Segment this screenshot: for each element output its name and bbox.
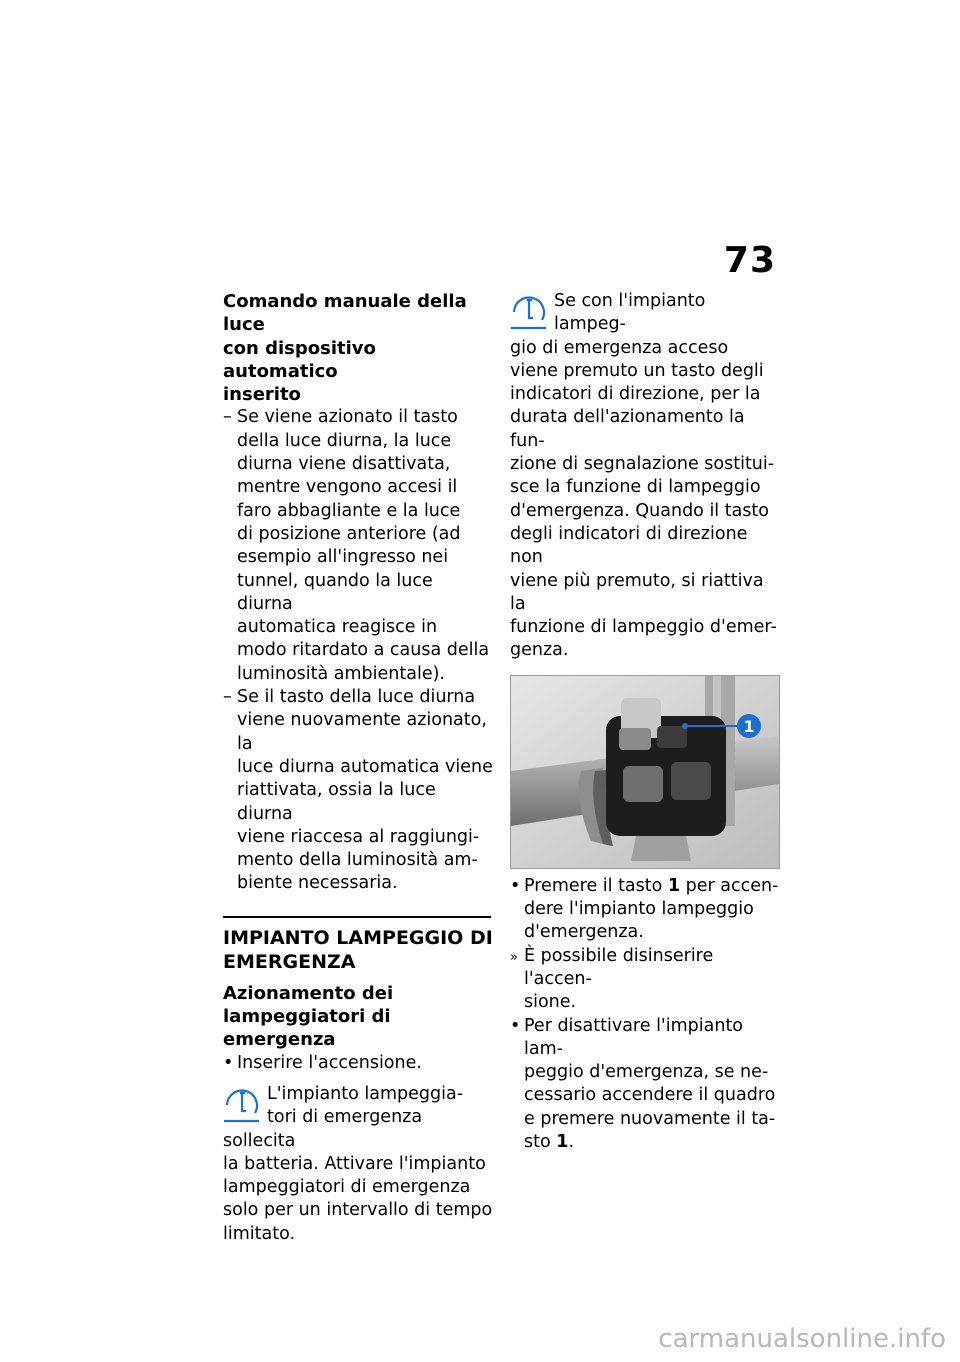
bullet-item xyxy=(223,1052,493,1075)
text-line: riattivata, ossia la luce diurna xyxy=(237,780,436,824)
text-line: luminosità ambientale). xyxy=(237,663,445,684)
heading-line: IMPIANTO LAMPEGGIO DI xyxy=(223,926,493,949)
text-line: Se viene azionato il tasto xyxy=(237,407,458,428)
text-line: tori di emergenza sollecita xyxy=(223,1107,423,1151)
heading-line: con dispositivo automatico xyxy=(223,337,376,382)
key-ref: 1 xyxy=(556,1132,569,1153)
bullet-item xyxy=(510,1015,782,1155)
text-line: la batteria. Attivare l'impianto xyxy=(223,1153,486,1174)
heading-hazard-operation xyxy=(223,982,493,1052)
text-line: gio di emergenza acceso xyxy=(510,337,729,358)
text-line: cessario accendere il quadro xyxy=(524,1085,776,1106)
text-line: faro abbagliante e la luce xyxy=(237,500,461,521)
info-icon xyxy=(510,292,548,332)
text-line: di posizione anteriore (ad xyxy=(237,523,461,544)
text-line: Se il tasto della luce diurna xyxy=(237,687,476,708)
text-line: zione di segnalazione sostitui- xyxy=(510,454,775,475)
page-number: 73 xyxy=(723,240,776,281)
info-note xyxy=(510,290,782,663)
text-line: viene più premuto, si riattiva la xyxy=(510,570,764,614)
text-line: automatica reagisce in xyxy=(237,617,438,638)
handlebar-switch-illustration xyxy=(511,676,779,868)
bullet-item xyxy=(510,875,782,945)
text-span: per accen- xyxy=(680,875,779,896)
text-line: e premere nuovamente il ta- xyxy=(524,1108,776,1129)
heading-line: Comando manuale della luce xyxy=(223,291,467,336)
callout-label: 1 xyxy=(743,716,755,736)
text-span: sto xyxy=(524,1132,557,1153)
text-line: funzione di lampeggio d'emer- xyxy=(510,617,777,638)
text-line: L'impianto lampeggia- xyxy=(267,1083,464,1104)
text-line: viene premuto un tasto degli xyxy=(510,360,764,381)
text-line: sce la funzione di lampeggio xyxy=(510,477,761,498)
key-ref: 1 xyxy=(667,875,681,896)
watermark: carmanualsonline.info xyxy=(658,1324,946,1354)
text-line: d'emergenza. Quando il tasto xyxy=(510,500,770,521)
text-line: diurna viene disattivata, xyxy=(237,454,451,475)
section-rule xyxy=(223,916,491,918)
heading-line: EMERGENZA xyxy=(223,950,356,973)
text-span: Premere il tasto xyxy=(524,875,668,896)
text-line: genza. xyxy=(510,640,569,661)
text-span: . xyxy=(568,1132,575,1153)
bullet-marker: • xyxy=(510,1015,521,1036)
left-column xyxy=(223,290,493,1246)
text-line: viene riaccesa al raggiungi- xyxy=(237,826,480,847)
dash-marker: – xyxy=(223,407,232,428)
heading-line: inserito xyxy=(223,384,301,406)
text-line: d'emergenza. xyxy=(524,922,644,943)
dash-item xyxy=(223,686,493,896)
dash-item xyxy=(223,406,493,686)
info-icon xyxy=(223,1085,261,1125)
text-line: luce diurna automatica viene xyxy=(237,756,493,777)
text-line: biente necessaria. xyxy=(237,873,398,894)
result-item xyxy=(510,945,782,1015)
text-line: lampeggiatori di emergenza xyxy=(223,1177,471,1198)
text-line: Inserire l'accensione. xyxy=(237,1052,422,1073)
text-line: Se con l'impianto lampeg- xyxy=(554,291,706,335)
text-line xyxy=(524,1131,782,1154)
right-column xyxy=(510,290,782,1154)
text-line: mento della luminosità am- xyxy=(237,850,478,871)
text-line: dere l'impianto lampeggio xyxy=(524,899,754,920)
text-line: viene nuovamente azionato, la xyxy=(237,710,487,754)
handlebar-switch-photo xyxy=(510,675,780,869)
text-line: modo ritardato a causa della xyxy=(237,640,490,661)
info-note xyxy=(223,1083,493,1246)
heading-line: lampeggiatori di emergenza xyxy=(223,1006,391,1051)
text-line: Per disattivare l'impianto lam- xyxy=(524,1015,744,1059)
text-line: esempio all'ingresso nei xyxy=(237,547,449,568)
text-line: mentre vengono accesi il xyxy=(237,477,458,498)
text-line: indicatori di direzione, per la xyxy=(510,384,761,405)
text-line: sione. xyxy=(524,992,577,1013)
text-line: tunnel, quando la luce diurna xyxy=(237,570,433,614)
dash-marker: – xyxy=(223,687,232,708)
bullet-marker: • xyxy=(223,1052,234,1073)
text-line: della luce diurna, la luce xyxy=(237,430,452,451)
section-title xyxy=(223,926,493,974)
text-line: limitato. xyxy=(223,1223,296,1244)
text-line xyxy=(524,875,782,898)
heading-manual-control xyxy=(223,290,493,406)
result-marker: » xyxy=(510,949,518,965)
heading-line: Azionamento dei xyxy=(223,982,394,1004)
bullet-marker: • xyxy=(510,875,521,896)
text-line: durata dell'azionamento la fun- xyxy=(510,407,745,451)
text-line: peggio d'emergenza, se ne- xyxy=(524,1062,769,1083)
text-line: solo per un intervallo di tempo xyxy=(223,1200,493,1221)
text-line: degli indicatori di direzione non xyxy=(510,523,748,568)
text-line: È possibile disinserire l'accen- xyxy=(524,945,714,989)
